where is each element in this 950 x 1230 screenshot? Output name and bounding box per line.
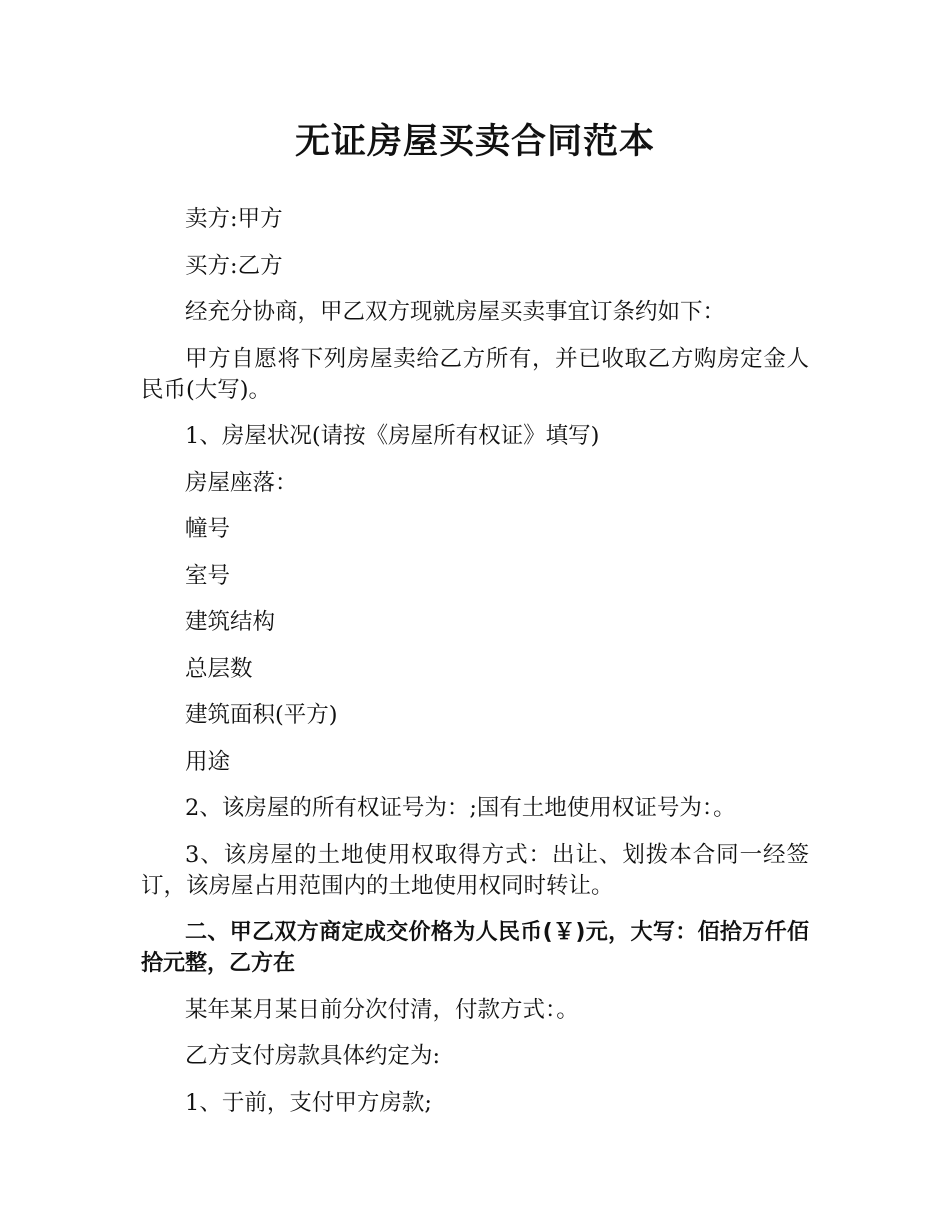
paragraph-payment-terms: 乙方支付房款具体约定为: (185, 1043, 441, 1069)
paragraph-agreement-intro: 经充分协商，甲乙双方现就房屋买卖事宜订条约如下： (185, 299, 726, 325)
paragraph-price-clause: 二、甲乙双方商定成交价格为人民币(￥)元，大写：佰拾万仟佰拾元整，乙方在 (141, 920, 809, 976)
paragraph-deposit: 甲方自愿将下列房屋卖给乙方所有，并已收取乙方购房定金人民币(大写)。 (141, 345, 809, 403)
paragraph-room-number: 室号 (185, 562, 231, 589)
paragraph-building-number: 幢号 (185, 516, 231, 542)
document-title: 无证房屋买卖合同范本 (294, 122, 655, 162)
document-body (141, 204, 809, 1134)
paragraph-usage: 用途 (185, 748, 231, 775)
paragraph-payment-deadline: 某年某月某日前分次付清，付款方式：。 (185, 996, 579, 1023)
paragraph-buyer: 买方:乙方 (185, 252, 283, 279)
paragraph-land-use-right: 3、该房屋的土地使用权取得方式：出让、划拨本合同一经签订，该房屋占用范围内的土地使用权同时转让。 (141, 841, 809, 899)
paragraph-house-status: 1、房屋状况(请按《房屋所有权证》填写) (185, 423, 600, 449)
paragraph-total-floors: 总层数 (185, 655, 253, 682)
paragraph-certificate-numbers: 2、该房屋的所有权证号为：;国有土地使用权证号为：。 (185, 795, 736, 821)
paragraph-structure: 建筑结构 (185, 609, 276, 635)
paragraph-floor-area: 建筑面积(平方) (185, 702, 338, 728)
paragraph-payment-item-1: 1、于前，支付甲方房款; (185, 1089, 432, 1116)
paragraph-location: 房屋座落： (185, 469, 298, 496)
paragraph-seller: 卖方:甲方 (185, 206, 283, 232)
